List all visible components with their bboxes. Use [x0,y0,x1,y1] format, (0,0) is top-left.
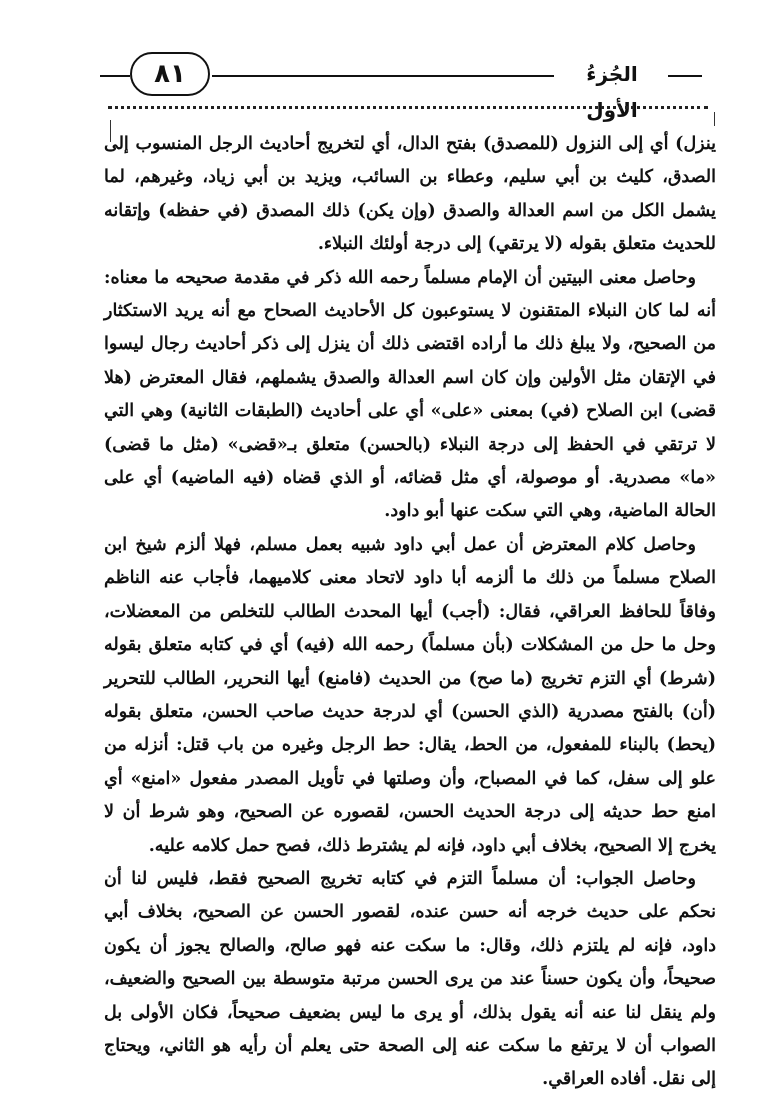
page-header [0,0,770,120]
paragraph: ينزل) أي إلى النزول (للمصدق) بفتح الدال، أي لتخريج أحاديث الرجل المنسوب إلى الصدق، كليث بن أبي سليم، وعطاء بن السائب، ويزيد بن أبي زياد، وغيرهم، لما يشمل الكل من اسم العدالة والصدق (وإن يكن) ذلك المصدق (في حفظه) وإتقانه للحديث متعلق بقوله (لا يرتقي) إلى درجة أولئك النبلاء. [104,134,716,255]
page-number: ٨١ [130,52,210,96]
header-rule [212,75,554,77]
paragraph: وحاصل الجواب: أن مسلماً التزم في كتابه تخريج الصحيح فقط، فليس لنا أن نحكم على حديث خرجه أنه حسن عنده، لقصور الحسن عن الصحيح، بخلاف أبي داود، فإنه لم يلتزم ذلك، وقال: ما سكت عنه فهو صالح، والصالح يجوز أن يكون صحيحاً، وأن يكون حسناً عند من يرى الحسن مرتبة متوسطة بين الصحيح والضعيف، ولم ينقل لنا عنه أنه يقول بذلك، أو يرى ما ليس بضعيف صحيحاً، فكان الأولى بل الصواب أن لا يرتفع ما سكت عنه إلى الصحة حتى يعلم أن رأيه هو الثاني، ويحتاج إلى نقل. أفاده العراقي. [104,868,716,1090]
volume-title: الجُزءُ الأول [586,62,638,122]
header-rule [100,75,130,77]
paragraph: وحاصل كلام المعترض أن عمل أبي داود شبيه بعمل مسلم، فهلا ألزم شيخ ابن الصلاح مسلماً من ذلك ما ألزمه أبا داود لاتحاد معنى كلاميهما، فأجاب عنه الناظم وفاقاً للحافظ العراقي، فقال: (أجب) أيها المحدث الطالب للتخلص من المعضلات، وحل ما حل من المشكلات (بأن مسلماً) رحمه الله (فيه) أي في كتابه متعلق بقوله (شرط) أي التزم تخريج (ما صح) من الحديث (فامنع) أيها النحرير، الطالب للتحرير (أن) بالفتح مصدرية (الذي الحسن) أي لدرجة حديث صاحب الحسن، متعلق بقوله (يحط) بالبناء للمفعول، من الحط، يقال: حط الرجل وغيره من باب قتل: أنزله من علو إلى سفل، كما في المصباح، وأن وصلتها في تأويل المصدر مفعول «امنع» أي امنع حط حديثه إلى درجة الحديث الحسن، لقصوره عن الصحيح، وهو شرط أن لا يخرج إلا الصحيح، بخلاف أبي داود، فإنه لم يشترط ذلك، فصح حمل كلامه عليه. [104,534,716,856]
page-body [104,128,716,1097]
paragraph: وحاصل معنى البيتين أن الإمام مسلماً رحمه الله ذكر في مقدمة صحيحه ما معناه: أنه لما كان النبلاء المتقنون لا يستوعبون كل الأحاديث الصحاح مع أنه يريد الاستكثار من الصحيح، ولا يبلغ ذلك ما أراده اقتضى ذلك أن ينزل إلى ذكر أحاديث رجال ليسوا في الإتقان مثل الأولين وإن كان اسم العدالة والصدق يشملهم، فقال المعترض (هلا قضى) ابن الصلاح (في) بمعنى «على» أي على أحاديث (الطبقات الثانية) وهي التي لا ترتقي في الحفظ إلى درجة النبلاء (بالحسن) متعلق بـ«قضى» (مثل ما قضى) «ما» مصدرية. أو موصولة، أي مثل قضائه، أو الذي قضاه (فيه الماضيه) أي على الحالة الماضية، وهي التي سكت عنها أبو داود. [104,267,716,522]
header-rule [668,75,702,77]
margin-line [714,112,715,126]
header-dotted-separator [108,106,708,109]
